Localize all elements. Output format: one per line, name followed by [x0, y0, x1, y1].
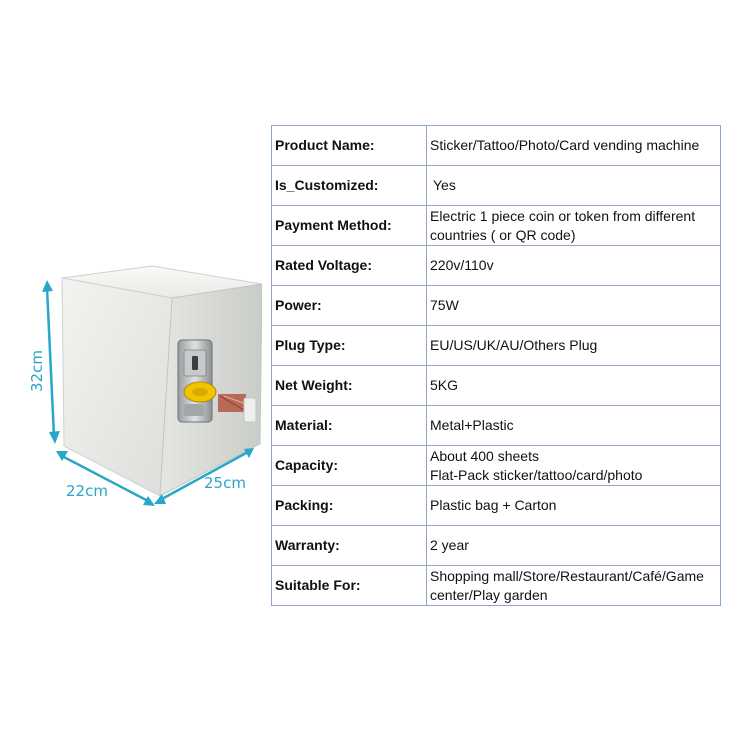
spec-value: EU/US/UK/AU/Others Plug [427, 326, 721, 366]
spec-value: Metal+Plastic [427, 406, 721, 446]
spec-label: Rated Voltage: [272, 246, 427, 286]
spec-label: Net Weight: [272, 366, 427, 406]
spec-row [272, 526, 721, 566]
spec-value: 75W [427, 286, 721, 326]
spec-row [272, 366, 721, 406]
spec-value: 5KG [427, 366, 721, 406]
spec-label: Packing: [272, 486, 427, 526]
spec-value: Shopping mall/Store/Restaurant/Café/Game center/Play garden [427, 566, 721, 606]
spec-value: Yes [427, 166, 721, 206]
spec-value: Sticker/Tattoo/Photo/Card vending machine [427, 126, 721, 166]
spec-row [272, 406, 721, 446]
spec-row [272, 126, 721, 166]
spec-row [272, 166, 721, 206]
specification-table [271, 125, 721, 606]
spec-label: Material: [272, 406, 427, 446]
spec-label: Product Name: [272, 126, 427, 166]
spec-value: Electric 1 piece coin or token from different countries ( or QR code) [427, 206, 721, 246]
coin-acceptor [178, 340, 216, 422]
spec-value: 2 year [427, 526, 721, 566]
spec-value: About 400 sheets Flat-Pack sticker/tattoo/card/photo [427, 446, 721, 486]
vending-machine-illustration [0, 240, 262, 520]
spec-label: Plug Type: [272, 326, 427, 366]
spec-label: Power: [272, 286, 427, 326]
spec-row [272, 326, 721, 366]
specification-table-body [272, 126, 721, 606]
spec-row [272, 206, 721, 246]
spec-row [272, 246, 721, 286]
spec-label: Is_Customized: [272, 166, 427, 206]
width-label: 22cm [66, 482, 108, 500]
spec-row [272, 486, 721, 526]
spec-row [272, 286, 721, 326]
spec-value: 220v/110v [427, 246, 721, 286]
spec-row [272, 566, 721, 606]
spec-label: Suitable For: [272, 566, 427, 606]
height-label: 32cm [28, 350, 46, 392]
spec-label: Warranty: [272, 526, 427, 566]
spec-label: Payment Method: [272, 206, 427, 246]
depth-label: 25cm [204, 474, 246, 492]
spec-label: Capacity: [272, 446, 427, 486]
spec-value: Plastic bag + Carton [427, 486, 721, 526]
spec-row [272, 446, 721, 486]
